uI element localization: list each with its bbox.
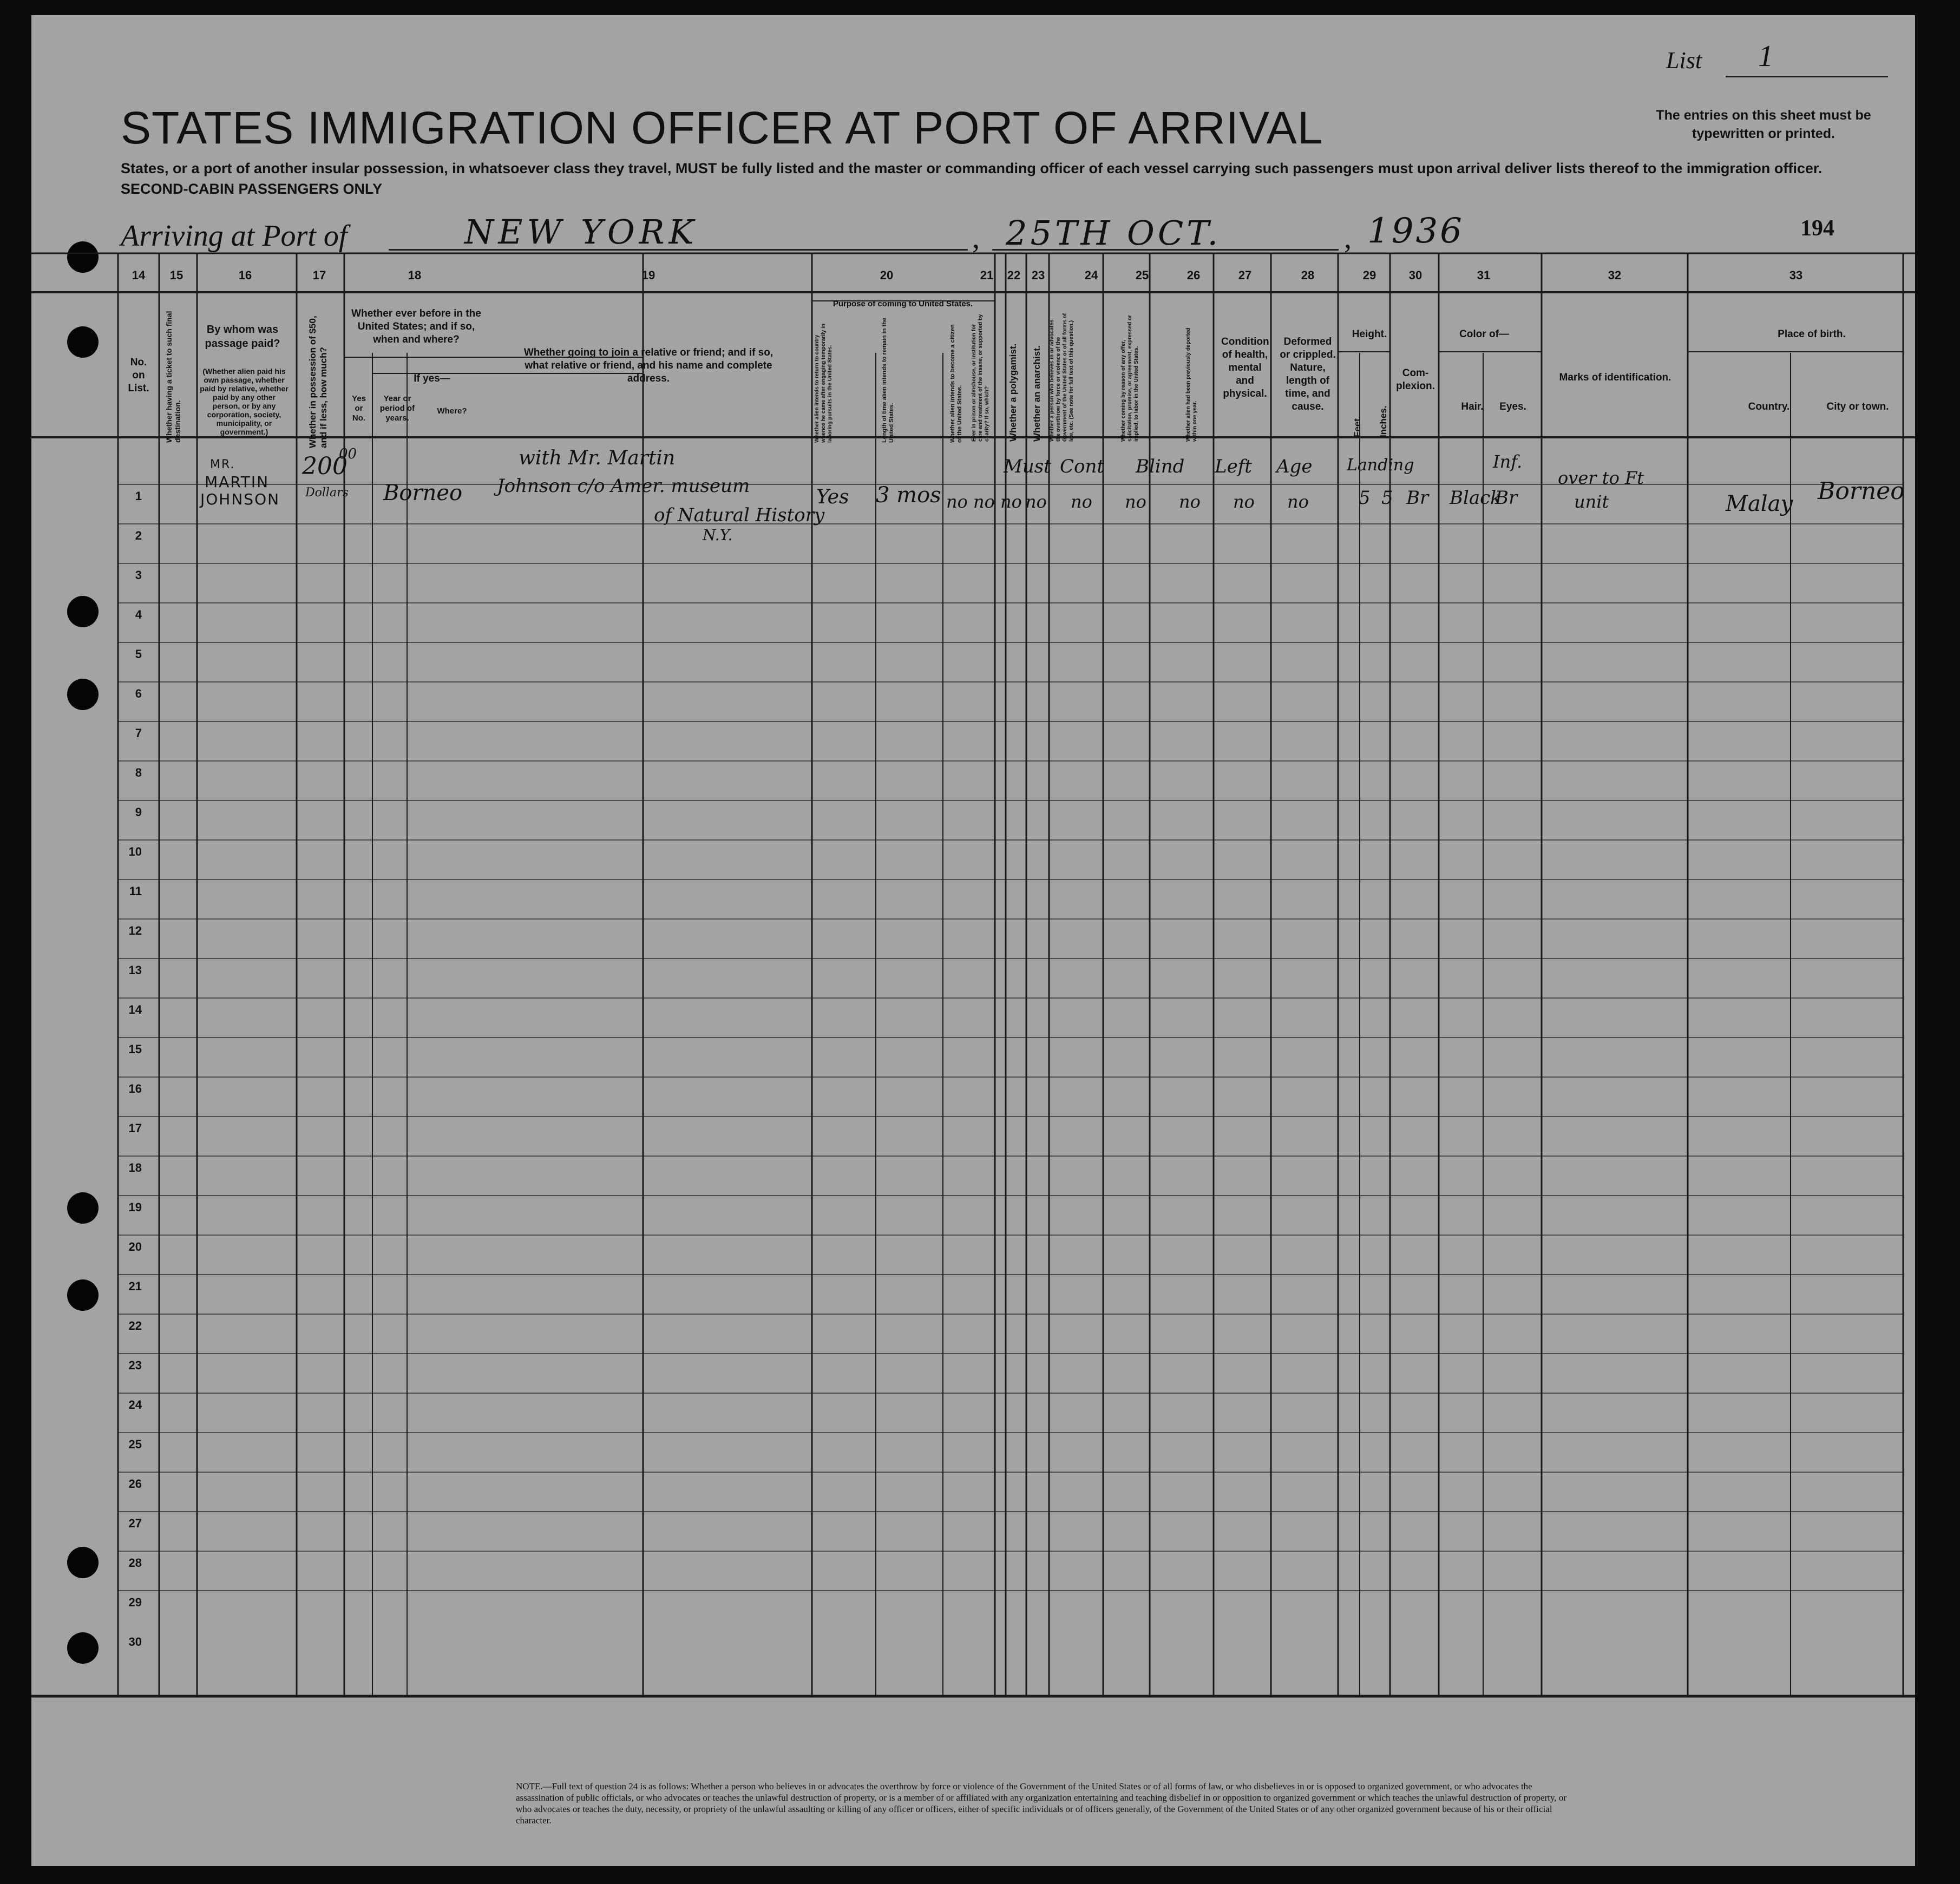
header-height: Height. — [1352, 329, 1387, 340]
header-health: Condition of health, mental and physical. — [1221, 336, 1269, 399]
header-eyes: Eyes. — [1499, 401, 1526, 412]
row-number: 5 — [135, 647, 142, 661]
column-number: 31 — [1477, 268, 1491, 282]
column-number: 23 — [1031, 268, 1045, 282]
header-color-of: Color of— — [1459, 329, 1509, 340]
row-number: 26 — [128, 1477, 142, 1491]
row-number: 27 — [128, 1517, 142, 1530]
row-number: 11 — [129, 884, 142, 898]
row-number: 17 — [128, 1121, 142, 1135]
date-comma: , — [972, 221, 980, 255]
entry-paid-by: MR. — [210, 458, 235, 471]
header-city: City or town. — [1826, 401, 1889, 412]
row-number: 25 — [128, 1437, 142, 1451]
header-country: Country. — [1748, 401, 1790, 412]
row-number: 6 — [135, 687, 142, 700]
entry-inches: 5 — [1381, 487, 1393, 509]
entry-complexion: Br — [1406, 487, 1429, 509]
column-number: 15 — [169, 268, 183, 282]
entry-money: 200 — [302, 452, 348, 480]
overwrite-stamp: Left — [1215, 456, 1252, 477]
column-number: 18 — [408, 268, 422, 282]
list-label: List — [1666, 47, 1702, 74]
overwrite-stamp: Must — [1004, 456, 1051, 477]
entry-money-cents: 00 — [339, 446, 357, 462]
row-number: 8 — [135, 766, 142, 779]
cabin-class: SECOND-CABIN PASSENGERS ONLY — [121, 181, 383, 197]
column-number: 26 — [1187, 268, 1201, 282]
overwrite-stamp: Cont — [1060, 456, 1105, 477]
intro-text: States, or a port of another insular possession, in whatsoever class they travel, MUST be fully listed and the master or commanding officer of each vessel carrying such passengers must upon arrival deliver lists thereof to the immigration officer. — [121, 160, 1823, 176]
row-number: 16 — [128, 1082, 142, 1095]
header-inches: Inches. — [1378, 405, 1388, 437]
column-number: 17 — [312, 268, 326, 282]
row-number: 21 — [128, 1279, 142, 1293]
entry-deformed: no — [1287, 491, 1309, 512]
column-number: 24 — [1084, 268, 1098, 282]
entry-city: Borneo — [1818, 477, 1905, 505]
overwrite-stamp: Blind — [1136, 456, 1185, 477]
header-yes-no: Yes or No. — [352, 394, 366, 423]
row-number: 30 — [128, 1635, 142, 1649]
header-deported: Whether alien had been previously deported within one year. — [1185, 327, 1198, 442]
entry-eyes: Br — [1495, 487, 1518, 509]
entry-join-relative: Johnson c/o Amer. museum — [497, 475, 750, 497]
entry-marks: unit — [1574, 491, 1609, 512]
row-number: 14 — [128, 1003, 142, 1016]
header-overthrow: Whether a person who believes in or advocates the overthrow by force or violence of the Government of the United States or of all forms of law, etc. (See note for full text of this question.) — [1049, 313, 1074, 442]
row-number: 23 — [128, 1358, 142, 1372]
overwrite-stamp: Age — [1276, 456, 1313, 477]
header-prison: Ever in prison or almshouse, or institution for care and treatment of the insane, or supported by charity? If so, which? — [971, 314, 990, 442]
entry-prison: no — [973, 491, 995, 512]
entry-deported: no — [1179, 491, 1201, 512]
column-number: 22 — [1007, 268, 1021, 282]
entry-paid-by: MARTIN — [205, 473, 270, 491]
column-number: 25 — [1135, 268, 1149, 282]
header-birthplace: Place of birth. — [1778, 329, 1846, 340]
arriving-label: Arriving at Port of — [121, 219, 348, 253]
header-feet: Feet. — [1352, 416, 1362, 437]
row-number: 24 — [128, 1398, 142, 1412]
column-number: 21 — [980, 268, 994, 282]
header-anarchist: Whether an anarchist. — [1032, 345, 1042, 442]
header-purpose: Purpose of coming to United States. — [832, 299, 973, 308]
page-title: STATES IMMIGRATION OFFICER AT PORT OF ARRIVAL — [121, 102, 1323, 153]
header-no-on-list: No. on List. — [128, 357, 149, 394]
row-number: 4 — [135, 608, 142, 621]
entry-offer: no — [1125, 491, 1146, 512]
header-polygamist: Whether a polygamist. — [1008, 343, 1018, 442]
manifest-sheet — [31, 15, 1915, 1866]
header-deformed: Deformed or crippled. Nature, length of time, and cause. — [1280, 336, 1336, 412]
column-number: 16 — [238, 268, 252, 282]
entry-where-before: Borneo — [383, 481, 463, 506]
header-join-relative: Whether going to join a relative or friend; and if so, what relative or friend, and his name and complete address. — [523, 347, 773, 384]
header-length-stay: Length of time alien intends to remain in the United States. — [881, 317, 895, 443]
table-grid — [31, 15, 1915, 1866]
entry-marks: over to Ft — [1558, 468, 1644, 488]
row-number: 10 — [128, 845, 142, 858]
list-number: 1 — [1758, 40, 1773, 73]
header-ticket: Whether having a ticket to such final destination. — [165, 311, 182, 443]
header-year: Year or period of years. — [379, 394, 415, 423]
entry-join-relative: N.Y. — [703, 526, 733, 544]
column-number: 20 — [880, 268, 894, 282]
entry-hair: Black — [1450, 487, 1502, 509]
header-hair: Hair. — [1461, 401, 1484, 412]
entry-country: Malay — [1726, 491, 1793, 516]
row-number: 12 — [128, 924, 142, 937]
entry-marks: Inf. — [1493, 451, 1523, 472]
arrival-date: 25TH OCT. — [1006, 213, 1222, 253]
header-passage-paid: By whom was passage paid? — [205, 324, 280, 350]
entry-health: no — [1233, 491, 1255, 512]
row-number: 29 — [128, 1596, 142, 1609]
row-number: 2 — [135, 529, 142, 542]
header-complexion: Com-plexion. — [1396, 367, 1435, 392]
row-number: 7 — [135, 726, 142, 740]
entry-money-unit: Dollars — [305, 486, 349, 500]
row-number: 3 — [135, 568, 142, 582]
entry-citizen: no — [946, 491, 968, 512]
row-number: 13 — [128, 963, 142, 977]
row-number: 22 — [128, 1319, 142, 1332]
row-number: 28 — [128, 1556, 142, 1570]
column-number: 27 — [1238, 268, 1252, 282]
column-number: 32 — [1608, 268, 1622, 282]
row-number: 19 — [128, 1200, 142, 1214]
column-number: 19 — [641, 268, 655, 282]
entry-purpose-return: Yes — [816, 486, 849, 508]
row-number: 18 — [128, 1161, 142, 1174]
entries-note: The entries on this sheet must be typewritten or printed. — [1656, 108, 1871, 141]
entry-feet: 5 — [1359, 487, 1371, 509]
column-number: 29 — [1362, 268, 1376, 282]
footnote: NOTE.—Full text of question 24 is as follows: Whether a person who believes in or advocates the overthrow by force or violence of the Government of the United States or of all forms of law, or who disbelieves in or is opposed to organized government, or who advocates the assassination of public officials, or who advocates or teaches the unlawful destruction of property, or is a member of or affiliated with any organization entertaining and teaching disbelief in or opposition to organized government or which teaches the unlawful destruction of property, or who advocates or teaches the duty, necessity, or propriety of the unlawful assaulting or killing of any officer or officers, either of specific individuals or of officers generally, of the Government of the United States or of any other organized government because of his or their official character. — [516, 1781, 1567, 1826]
overwrite-stamp: Landing — [1347, 456, 1414, 475]
entry-polygamist: no — [1000, 491, 1022, 512]
row-number: 9 — [135, 805, 142, 819]
row-number: 20 — [128, 1240, 142, 1253]
header-offer: Whether coming by reason of any offer, solicitation, promise, or agreement, expressed or implied, to labor in the United States. — [1120, 315, 1139, 442]
header-passage-paid-sub: (Whether alien paid his own passage, whether paid by relative, whether paid by any other person, or by any corporation, society, municipality, or government.) — [200, 367, 289, 436]
header-before-in-us: Whether ever before in the United States; and if so, when and where? — [351, 308, 481, 345]
entry-join-relative: of Natural History — [654, 504, 825, 526]
entry-length-stay: 3 mos — [876, 483, 941, 508]
header-where: Where? — [437, 406, 467, 416]
entry-join-relative: with Mr. Martin — [519, 447, 676, 469]
header-purpose-return: Whether alien intends to return to country whence he came after engaging temporarily in laboring pursuits in the United States. — [814, 323, 833, 443]
column-number: 30 — [1408, 268, 1423, 282]
port-value: NEW YORK — [464, 212, 698, 252]
row-number: 1 — [135, 489, 142, 503]
column-number: 28 — [1301, 268, 1315, 282]
column-number: 14 — [132, 268, 146, 282]
row-number: 15 — [128, 1042, 142, 1056]
header-marks: Marks of identification. — [1559, 372, 1671, 383]
arrival-year: 1936 — [1367, 211, 1464, 251]
printed-year: 194 — [1800, 216, 1834, 241]
year-comma: , — [1344, 221, 1352, 255]
header-citizen: Whether alien intends to become a citizen of the United States. — [949, 324, 963, 443]
entry-paid-by: JOHNSON — [200, 490, 280, 508]
entry-overthrow: no — [1071, 491, 1092, 512]
column-number: 33 — [1789, 268, 1803, 282]
entry-anarchist: no — [1025, 491, 1047, 512]
header-money: Whether in possession of $50, and if less, how much? — [307, 316, 329, 448]
header-if-yes: If yes— — [414, 373, 450, 384]
